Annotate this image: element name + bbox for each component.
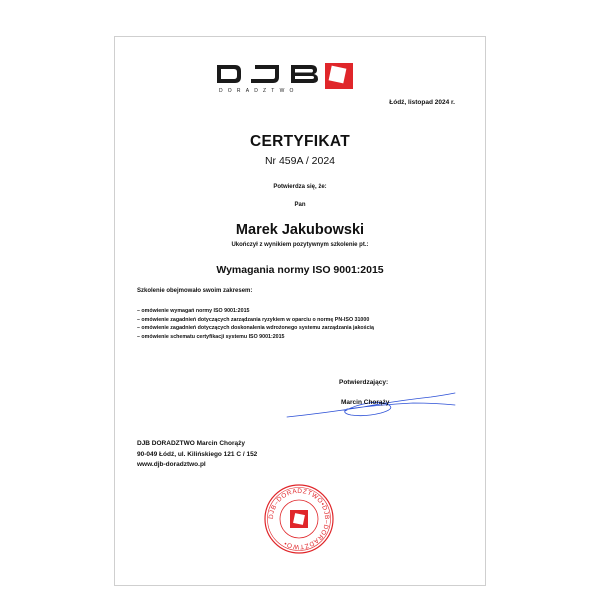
stamp-text: DJB–DORADZTWO•DJB–DORADZTWO• [267, 487, 331, 551]
recipient-name: Marek Jakubowski [235, 222, 365, 238]
salutation: Pan [294, 202, 306, 208]
certificate-title: CERTYFIKAT [249, 133, 350, 150]
list-item: – omówienie zagadnień dotyczących doskonalenia wdrożonego systemu zarządzania jakością [137, 325, 374, 332]
djb-logo [213, 59, 359, 95]
issue-date: Łódź, listopad 2024 r. [389, 99, 455, 106]
company-website: www.djb-doradztwo.pl [137, 461, 206, 468]
logo-letter-b [291, 65, 318, 83]
topics-list [137, 307, 374, 341]
confirmer-label: Potwierdzający: [339, 379, 389, 386]
company-stamp [263, 483, 335, 555]
scope-heading: Szkolenie obejmowało swoim zakresem: [137, 288, 253, 294]
list-item: – omówienie zagadnień dotyczących zarządzania ryzykiem w oparciu o normę PN-ISO 31000 [137, 316, 370, 323]
list-item: – omówienie wymagań normy ISO 9001:2015 [137, 308, 250, 314]
certificate-number: Nr 459A / 2024 [264, 155, 336, 167]
confirmer-name: Marcin Chorąży [341, 399, 390, 406]
company-name: DJB DORADZTWO Marcin Chorąży [137, 440, 245, 447]
list-item: – omówienie schematu certyfikacji systemu ISO 9001:2015 [137, 333, 285, 340]
certificate-page [114, 36, 486, 586]
logo-subtitle: DORADZTWO [219, 88, 299, 94]
course-title: Wymagania normy ISO 9001:2015 [216, 264, 384, 276]
confirm-text: Potwierdza się, że: [273, 184, 327, 190]
company-address: 90-049 Łódź, ul. Kilińskiego 121 C / 152 [137, 450, 258, 458]
completed-text: Ukończył z wynikiem pozytywnym szkolenie pt.: [231, 242, 369, 248]
company-info [137, 439, 257, 471]
